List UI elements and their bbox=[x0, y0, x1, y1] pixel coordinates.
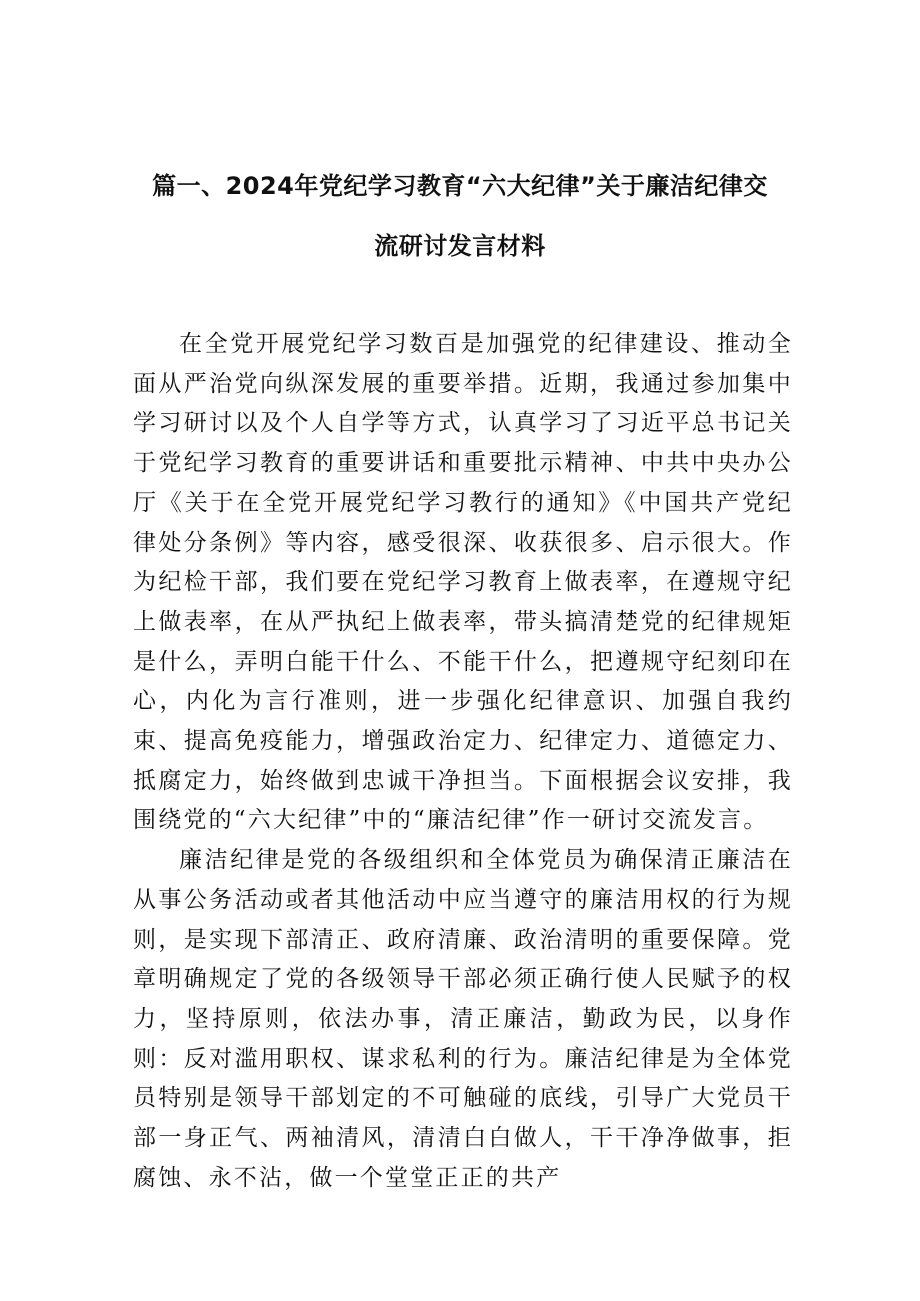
document-body bbox=[133, 325, 793, 1198]
paragraph-intro: 在全党开展党纪学习数百是加强党的纪律建设、推动全面从严治党向纵深发展的重要举措。近期，我通过参加集中学习研讨以及个人自学等方式，认真学习了习近平总书记关于党纪学习教育的重要讲话和重要批示精神、中共中央办公厅《关于在全党开展党纪学习教行的通知》《中国共产党纪律处分条例》等内容，感受很深、收获很多、启示很大。作为纪检干部，我们要在党纪学习教育上做表率，在遵规守纪上做表率，在从严执纪上做表率，带头搞清楚党的纪律规矩是什么，弄明白能干什么、不能干什么，把遵规守纪刻印在心，内化为言行准则，进一步强化纪律意识、加强自我约束、提高免疫能力，增强政治定力、纪律定力、道德定力、抵腐定力，始终做到忠诚干净担当。下面根据会议安排，我围绕党的“六大纪律”中的“廉洁纪律”作一研讨交流发言。 bbox=[133, 331, 793, 834]
document-title-line-2: 流研讨发言材料 bbox=[374, 232, 546, 260]
paragraph-integrity-discipline: 廉洁纪律是党的各级组织和全体党员为确保清正廉洁在从事公务活动或者其他活动中应当遵守的廉洁用权的行为规则，是实现下部清正、政府清廉、政治清明的重要保障。党章明确规定了党的各级领导干部必须正确行使人民赋予的权力，坚持原则，依法办事，清正廉洁，勤政为民，以身作则：反对滥用职权、谋求私利的行为。廉洁纪律是为全体党员特别是领导干部划定的不可触碰的底线，引导广大党员干部一身正气、两袖清风，清清白白做人，干干净净做事，拒腐蚀、永不沾，做一个堂堂正正的共产 bbox=[133, 847, 793, 1191]
document-title-line-1: 篇一、2024年党纪学习教育“六大纪律”关于廉洁纪律交 bbox=[152, 172, 768, 200]
